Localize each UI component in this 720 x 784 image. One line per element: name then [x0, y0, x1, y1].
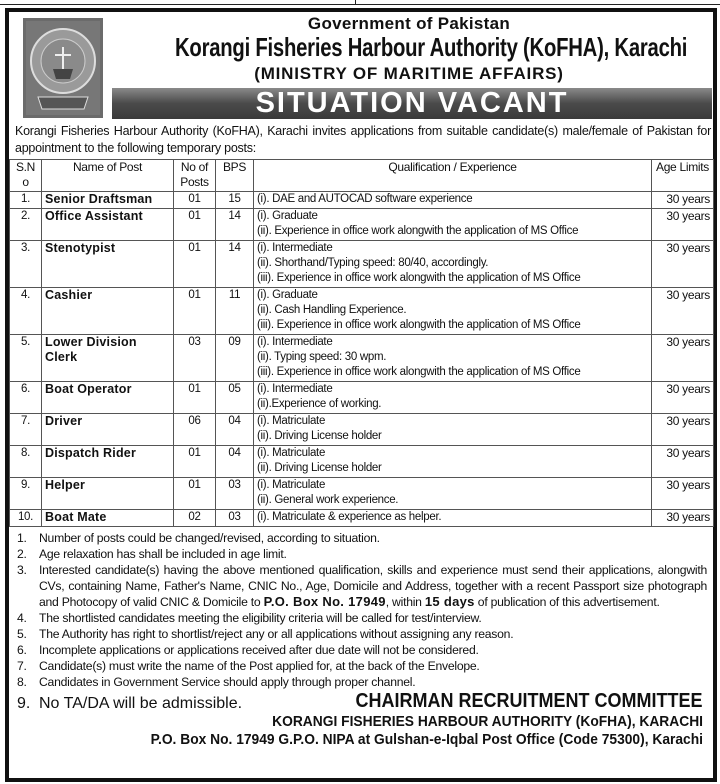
qualification-line: (iii). Experience in office work alongwith the application of MS Office: [257, 319, 581, 331]
qualification-line: (ii).Experience of working.: [257, 398, 382, 410]
col-sno: S.No: [10, 160, 42, 192]
qualification-line: (iii). Experience in office work alongwith the application of MS Office: [257, 272, 581, 284]
table-row: [10, 478, 714, 510]
row-sno: 3.: [10, 241, 42, 288]
note-item: [17, 610, 707, 626]
row-age-limit: 30 years: [652, 446, 714, 478]
note-fragment: Interested candidate(s) having the above mentioned qualification, skills and experience must send their applications, alongwith CVs, containing Name, Father's Name, CNIC No., Age, Domicile and Address, together with a recent Passport size photograph and Photocopy of valid CNIC & Domicile to: [39, 563, 707, 609]
note-text: [39, 674, 707, 690]
table-row: [10, 414, 714, 446]
table-row: [10, 446, 714, 478]
note-fragment: Age relaxation has shall be included in age limit.: [39, 547, 287, 561]
row-post-name: Helper: [42, 478, 174, 510]
row-age-limit: 30 years: [652, 335, 714, 382]
row-qualification: [254, 241, 652, 288]
table-row: [10, 382, 714, 414]
row-posts: 01: [174, 288, 216, 335]
row-post-name: Office Assistant: [42, 209, 174, 241]
row-age-limit: 30 years: [652, 478, 714, 510]
note-item: [17, 658, 707, 674]
qualification-line: (i). Graduate: [257, 210, 318, 222]
row-sno: 2.: [10, 209, 42, 241]
table-row: [10, 192, 714, 209]
qualification-line: (ii). Typing speed: 30 wpm.: [257, 351, 387, 363]
row-qualification: [254, 414, 652, 446]
row-post-name: Stenotypist: [42, 241, 174, 288]
page-top-rule: [0, 0, 720, 5]
note-fragment: No TA/DA will be admissible.: [39, 695, 243, 712]
table-row: [10, 335, 714, 382]
row-sno: 10.: [10, 510, 42, 527]
row-qualification: [254, 209, 652, 241]
row-bps: 05: [216, 382, 254, 414]
note-item: [17, 562, 707, 610]
qualification-line: (i). Matriculate: [257, 415, 326, 427]
row-qualification: [254, 510, 652, 527]
signature-org: KORANGI FISHERIES HARBOUR AUTHORITY (KoFHA), KARACHI: [272, 713, 703, 730]
posts-table: [9, 159, 714, 527]
row-posts: 01: [174, 478, 216, 510]
qualification-line: (ii). Driving License holder: [257, 462, 382, 474]
note-item: [17, 642, 707, 658]
row-qualification: [254, 288, 652, 335]
row-sno: 5.: [10, 335, 42, 382]
col-posts: No of Posts: [174, 160, 216, 192]
note-number: 6.: [17, 643, 27, 657]
note-item: [17, 626, 707, 642]
row-post-name: Boat Operator: [42, 382, 174, 414]
row-posts: 01: [174, 382, 216, 414]
signature-address: P.O. Box No. 17949 G.P.O. NIPA at Gulshan-e-Iqbal Post Office (Code 75300), Karachi: [150, 731, 703, 748]
note-number: 4.: [17, 611, 27, 625]
note-number: 5.: [17, 627, 27, 641]
note-text: [39, 530, 707, 546]
row-bps: 04: [216, 414, 254, 446]
note-emphasis: 15 days: [424, 594, 475, 609]
row-age-limit: 30 years: [652, 288, 714, 335]
note-number: 9.: [17, 695, 31, 712]
table-row: [10, 288, 714, 335]
qualification-line: (i). DAE and AUTOCAD software experience: [257, 193, 473, 205]
table-row: [10, 241, 714, 288]
row-posts: 02: [174, 510, 216, 527]
row-bps: 04: [216, 446, 254, 478]
qualification-line: (iii). Experience in office work alongwith the application of MS Office: [257, 366, 581, 378]
qualification-line: (i). Matriculate & experience as helper.: [257, 511, 442, 523]
row-post-name: Boat Mate: [42, 510, 174, 527]
row-bps: 14: [216, 209, 254, 241]
row-age-limit: 30 years: [652, 209, 714, 241]
table-row: [10, 209, 714, 241]
row-posts: 06: [174, 414, 216, 446]
note-fragment: Number of posts could be changed/revised, according to situation.: [39, 531, 380, 545]
row-age-limit: 30 years: [652, 414, 714, 446]
note-fragment: The Authority has right to shortlist/reject any or all applications without assigning any reason.: [39, 627, 514, 641]
col-bps: BPS: [216, 160, 254, 192]
row-bps: 03: [216, 478, 254, 510]
row-sno: 9.: [10, 478, 42, 510]
qualification-line: (ii). Driving License holder: [257, 430, 382, 442]
note-item: [17, 530, 707, 546]
notes-last-row: [17, 690, 703, 713]
kofha-logo: [23, 18, 103, 118]
qualification-line: (i). Intermediate: [257, 336, 333, 348]
row-posts: 01: [174, 192, 216, 209]
row-bps: 14: [216, 241, 254, 288]
advertisement: [5, 8, 717, 782]
row-age-limit: 30 years: [652, 382, 714, 414]
note-fragment: Candidates in Government Service should apply through proper channel.: [39, 675, 416, 689]
note-number: 8.: [17, 675, 27, 689]
table-row: [10, 510, 714, 527]
row-post-name: Senior Draftsman: [42, 192, 174, 209]
row-posts: 01: [174, 446, 216, 478]
col-qualification: Qualification / Experience: [254, 160, 652, 192]
row-posts: 01: [174, 241, 216, 288]
row-bps: 03: [216, 510, 254, 527]
note-text: [39, 642, 707, 658]
row-sno: 4.: [10, 288, 42, 335]
qualification-line: (ii). General work experience.: [257, 494, 399, 506]
authority-title: Korangi Fisheries Harbour Authority (KoFHA), Karachi: [175, 32, 688, 62]
note-fragment: Incomplete applications or applications received after due date will not be considered.: [39, 643, 479, 657]
qualification-line: (i). Matriculate: [257, 479, 326, 491]
row-bps: 09: [216, 335, 254, 382]
note-text: [39, 546, 707, 562]
row-sno: 8.: [10, 446, 42, 478]
intro-paragraph: Korangi Fisheries Harbour Authority (KoFHA), Karachi invites applications from suitable candidate(s) male/female of Pakistan for appointment to the following temporary posts:: [15, 124, 711, 155]
notes-list: [17, 530, 707, 690]
row-bps: 15: [216, 192, 254, 209]
ministry-heading: (MINISTRY OF MARITIME AFFAIRS): [254, 64, 564, 83]
situation-vacant-banner: SITUATION VACANT: [112, 88, 712, 119]
qualification-line: (i). Graduate: [257, 289, 318, 301]
note-number: 7.: [17, 659, 27, 673]
col-name: Name of Post: [42, 160, 174, 192]
row-sno: 7.: [10, 414, 42, 446]
col-age: Age Limits: [652, 160, 714, 192]
row-sno: 6.: [10, 382, 42, 414]
note-item: [17, 674, 707, 690]
row-post-name: Lower Division Clerk: [42, 335, 174, 382]
note-fragment: Candidate(s) must write the name of the Post applied for, at the back of the Envelope.: [39, 659, 480, 673]
qualification-line: (i). Intermediate: [257, 383, 333, 395]
note-item: [17, 695, 242, 713]
row-age-limit: 30 years: [652, 510, 714, 527]
row-post-name: Cashier: [42, 288, 174, 335]
signature-title: CHAIRMAN RECRUITMENT COMMITTEE: [356, 690, 703, 712]
qualification-line: (ii). Experience in office work alongwith the application of MS Office: [257, 225, 579, 237]
note-number: 1.: [17, 531, 27, 545]
qualification-line: (i). Matriculate: [257, 447, 326, 459]
note-text: [39, 695, 242, 713]
row-bps: 11: [216, 288, 254, 335]
row-age-limit: 30 years: [652, 192, 714, 209]
row-qualification: [254, 446, 652, 478]
row-posts: 03: [174, 335, 216, 382]
qualification-line: (i). Intermediate: [257, 242, 333, 254]
row-qualification: [254, 192, 652, 209]
row-qualification: [254, 335, 652, 382]
note-emphasis: P.O. Box No. 17949: [263, 594, 386, 609]
content-flow: [9, 159, 713, 749]
row-qualification: [254, 478, 652, 510]
qualification-line: (ii). Shorthand/Typing speed: 80/40, accordingly.: [257, 257, 489, 269]
note-item: [17, 546, 707, 562]
note-text: [39, 610, 707, 626]
row-qualification: [254, 382, 652, 414]
government-heading: Government of Pakistan: [307, 14, 511, 33]
note-number: 3.: [17, 563, 27, 577]
emblem-icon: [24, 19, 102, 117]
row-posts: 01: [174, 209, 216, 241]
note-number: 2.: [17, 547, 27, 561]
note-text: [39, 658, 707, 674]
row-post-name: Driver: [42, 414, 174, 446]
note-text: [39, 626, 707, 642]
note-fragment: , within: [385, 595, 425, 609]
row-age-limit: 30 years: [652, 241, 714, 288]
row-post-name: Dispatch Rider: [42, 446, 174, 478]
qualification-line: (ii). Cash Handling Experience.: [257, 304, 407, 316]
row-sno: 1.: [10, 192, 42, 209]
note-fragment: of publication of this advertisement.: [474, 595, 660, 609]
note-text: [39, 562, 707, 610]
table-header-row: [10, 160, 714, 192]
note-fragment: The shortlisted candidates meeting the eligibility criteria will be called for test/interview.: [39, 611, 482, 625]
signature-block: [9, 713, 703, 749]
